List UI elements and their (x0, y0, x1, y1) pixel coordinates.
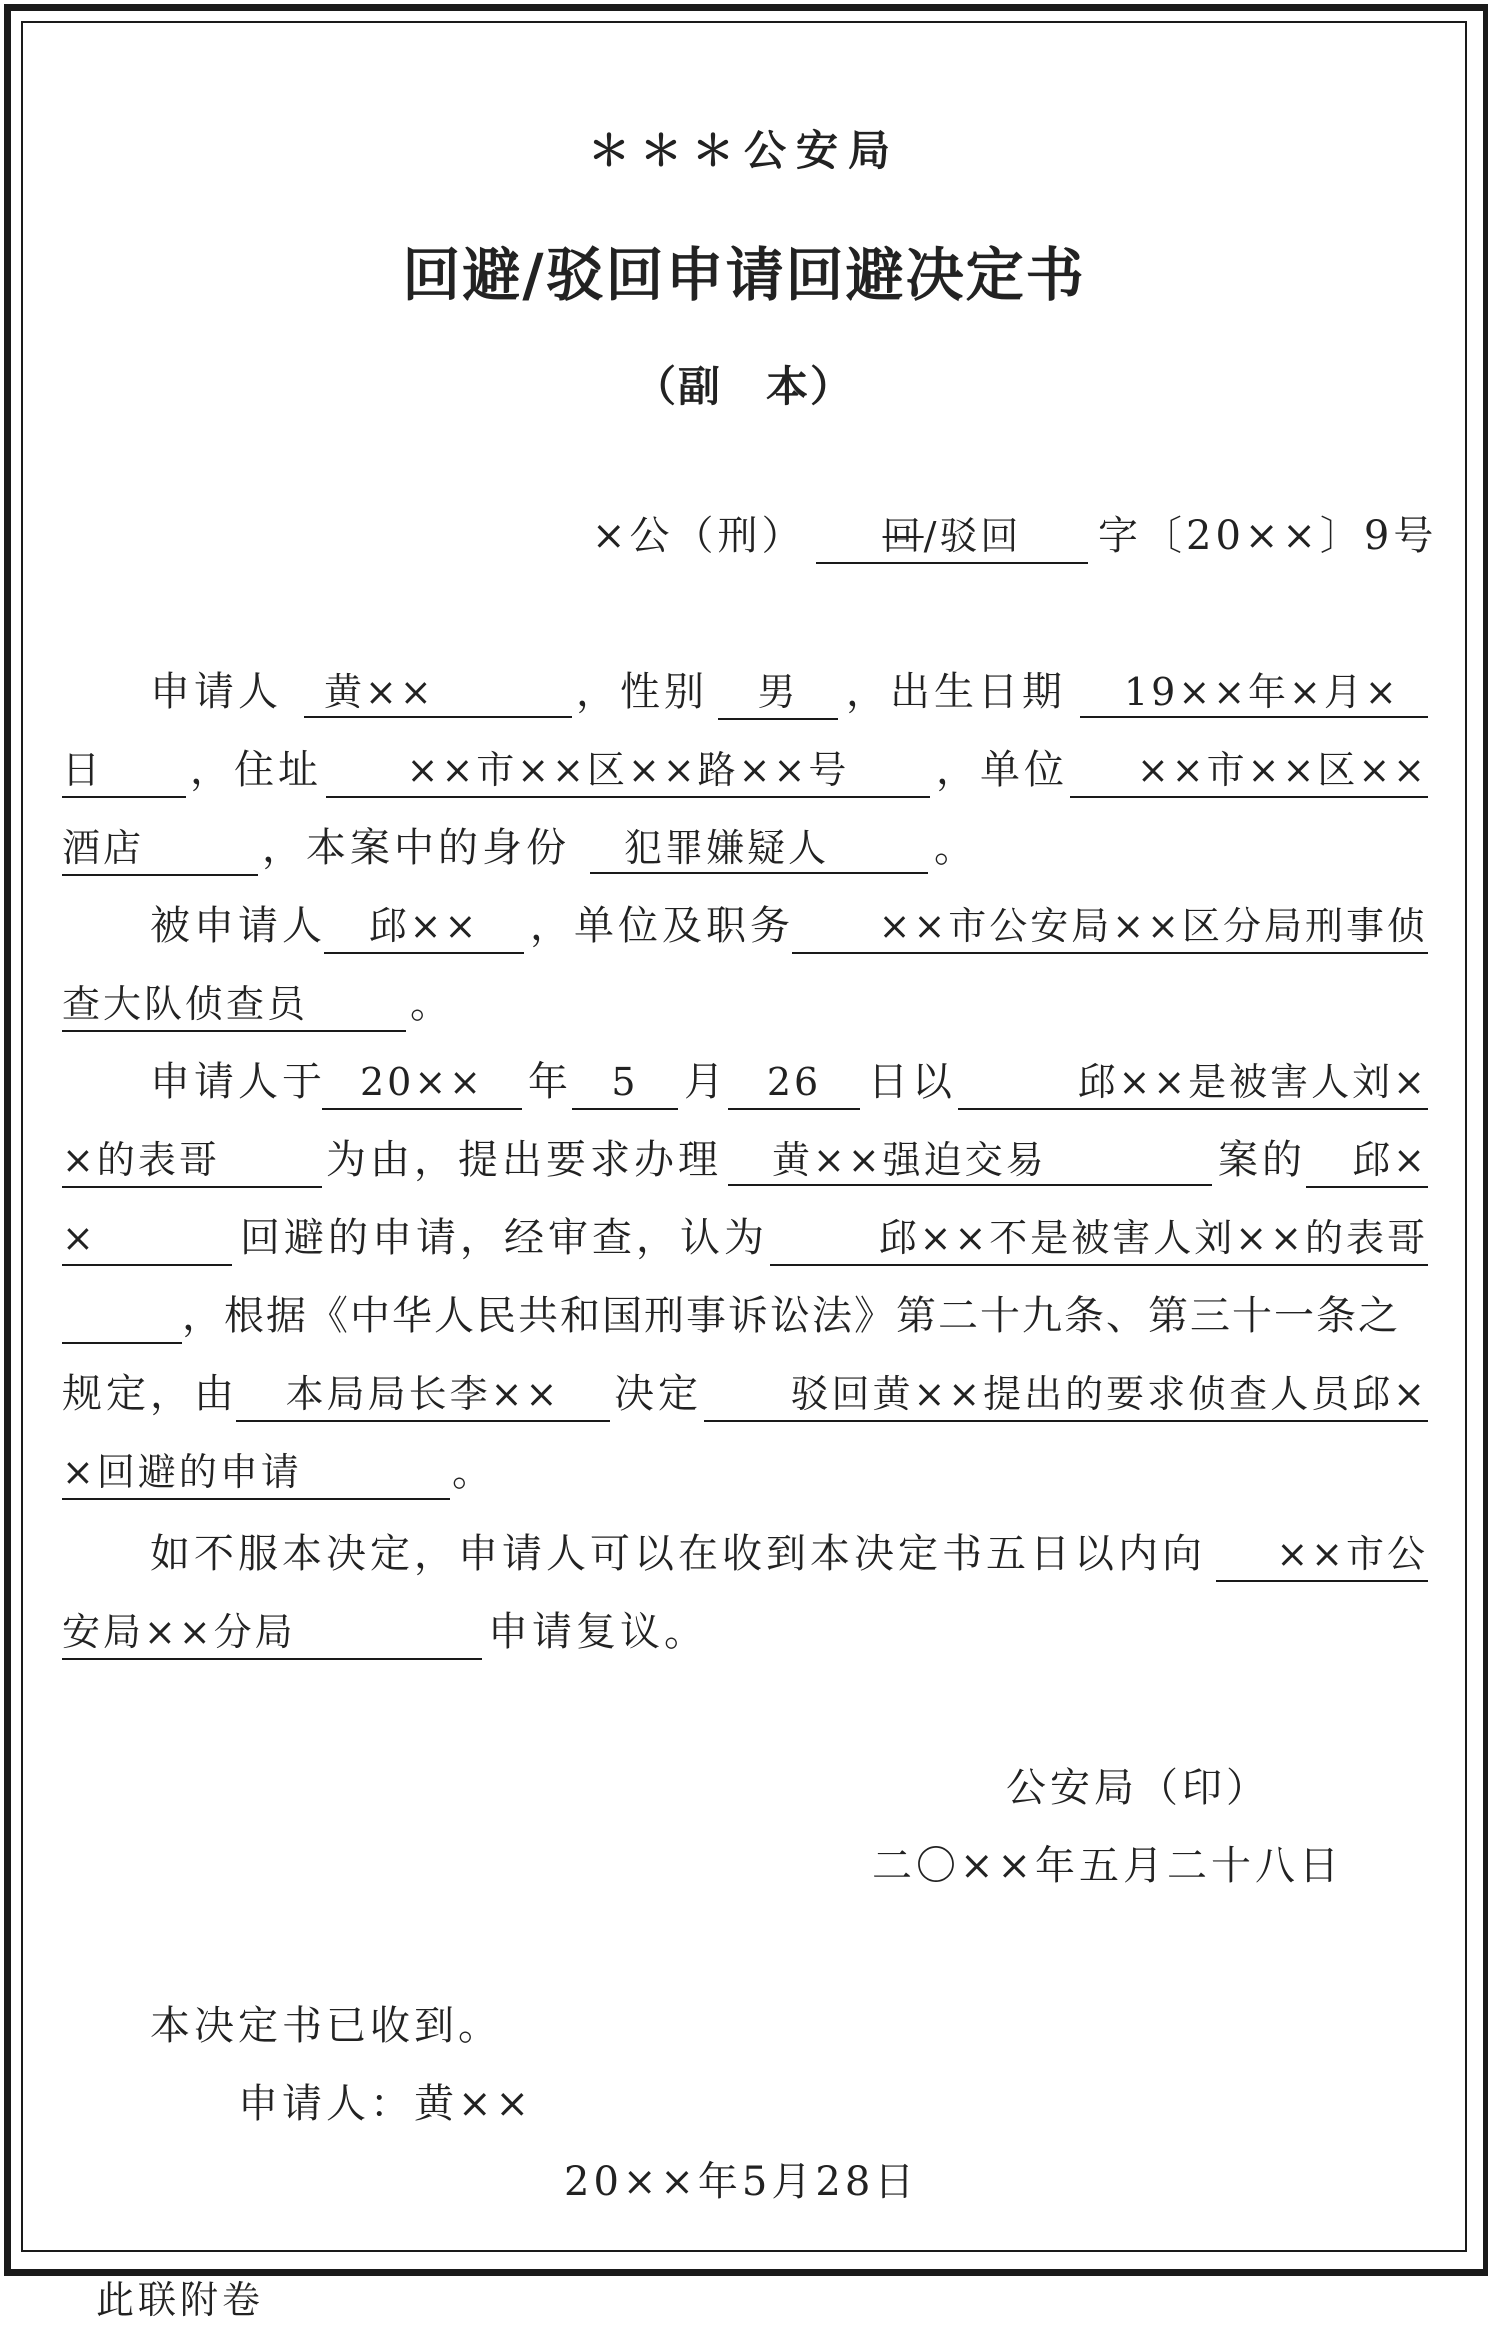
month-label: 月 (684, 1059, 728, 1105)
role-label: ，本案中的身份 (262, 825, 570, 871)
reason-label: 为由，提出要求办理 (326, 1137, 722, 1183)
recusal-person-field-2: × (62, 1212, 232, 1266)
position-field-2: 查大队侦查员 (62, 978, 406, 1032)
legal-basis-text: ，根据《中华人民共和国刑事诉讼法》第二十九条、第三十一条之 (182, 1293, 1400, 1339)
case-label: 案的 (1218, 1137, 1306, 1183)
receipt-text: 本决定书已收到。 (150, 2003, 502, 2049)
appeal-text: 如不服本决定，申请人可以在收到本决定书五日以内向 (150, 1531, 1206, 1577)
decider-field: 本局局长李×× (236, 1368, 610, 1422)
request-month-field: 5 (572, 1056, 678, 1110)
copy-label: （副 本） (633, 362, 854, 411)
position-field-1: ××市公安局××区分局刑事侦 (792, 900, 1428, 954)
position-label: ，单位及职务 (530, 903, 794, 949)
address-label: ，住址 (190, 747, 322, 793)
reason-field-1: 邱××是被害人刘× (958, 1056, 1428, 1110)
recusal-person-field-1: 邱× (1306, 1134, 1428, 1188)
address-field: ××市××区××路××号 (326, 744, 930, 798)
finding-field-2 (62, 1290, 182, 1344)
respondent-label: 被申请人 (150, 903, 326, 949)
decide-label: 决定 (614, 1371, 702, 1417)
receipt-date: 20××年5月28日 (564, 2159, 919, 2205)
case-field: 黄××强迫交易 (728, 1134, 1212, 1186)
respondent-name-field: 邱×× (324, 900, 524, 954)
agency-name: ＊＊＊公安局 (587, 126, 900, 175)
role-field: 犯罪嫌疑人 (590, 822, 928, 874)
unit-field-1: ××市××区×× (1070, 744, 1428, 798)
decision-field-2: ×回避的申请 (62, 1446, 450, 1500)
doc-number-suffix: 字〔20××〕9号 (1098, 513, 1438, 559)
applicant-name-field: 黄×× (304, 666, 572, 718)
doc-number-prefix: ×公（刑） (592, 513, 806, 559)
doc-number-struck: 回 (882, 514, 924, 558)
unit-field-2: 酒店 (62, 822, 258, 876)
day-label: 日以 (868, 1059, 956, 1105)
applicant-period: 。 (934, 825, 978, 871)
footer-note: 此联附卷 (96, 2278, 265, 2322)
gender-label: ，性别 (576, 669, 708, 715)
applicant-label: 申请人 (150, 669, 282, 715)
dob-label: ，出生日期 (846, 669, 1066, 715)
year-label: 年 (528, 1059, 572, 1105)
respondent-period: 。 (410, 981, 454, 1027)
finding-field-1: 邱××不是被害人刘××的表哥 (770, 1212, 1428, 1266)
appeal-office-field-2: 安局××分局 (62, 1606, 482, 1660)
gender-field: 男 (718, 666, 838, 720)
review-label: 回避的申请，经审查，认为 (240, 1215, 768, 1261)
seal-text: 公安局（印） (1006, 1765, 1270, 1811)
reason-field-2: ×的表哥 (62, 1134, 322, 1188)
decision-field-1: 驳回黄××提出的要求侦查人员邱× (704, 1368, 1428, 1422)
receipt-applicant: 申请人：黄×× (238, 2081, 534, 2127)
request-day-field: 26 (728, 1056, 860, 1110)
signature-date: 二〇××年五月二十八日 (872, 1843, 1344, 1889)
unit-label: ，单位 (936, 747, 1068, 793)
decided-by-label: 规定，由 (62, 1371, 238, 1417)
decision-period: 。 (452, 1449, 496, 1495)
doc-number-field (816, 510, 1088, 564)
dob-field-1: 19××年×月× (1080, 666, 1428, 718)
request-label: 申请人于 (150, 1059, 326, 1105)
doc-number-field-rest: /驳回 (923, 514, 1022, 558)
request-year-field: 20×× (322, 1056, 522, 1110)
appeal-text-end: 申请复议。 (488, 1609, 708, 1655)
document-title: 回避/驳回申请回避决定书 (402, 241, 1086, 309)
dob-field-2: 日 (62, 744, 186, 798)
appeal-office-field-1: ××市公 (1216, 1528, 1428, 1582)
